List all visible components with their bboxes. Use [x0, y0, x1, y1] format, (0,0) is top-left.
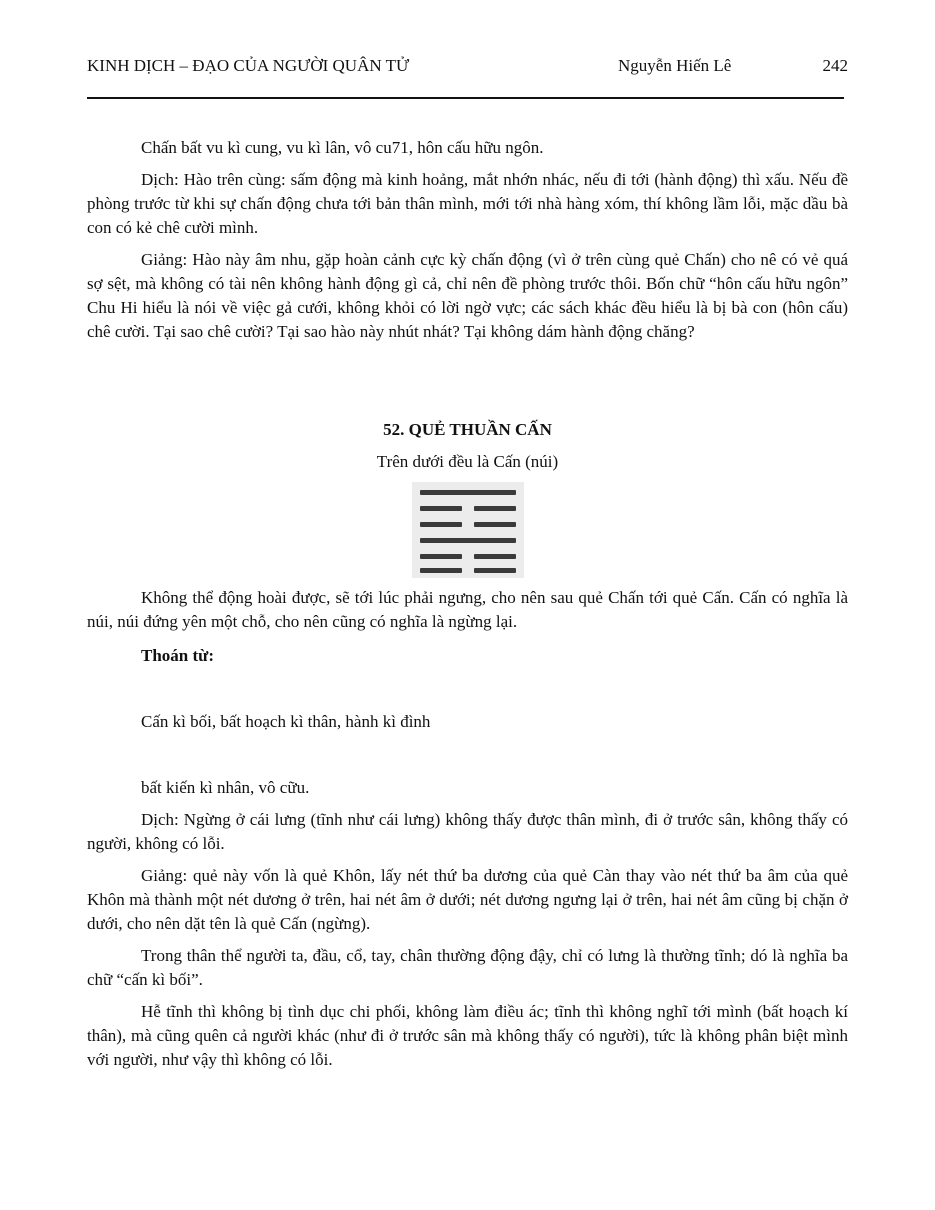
paragraph: Không thể động hoài được, sẽ tới lúc phải ngưng, cho nên sau quẻ Chấn tới quẻ Cấn. Cấn có nghĩa là núi, núi đứng yên một chỗ, cho nên cũng có nghĩa là ngừng lại. [87, 588, 848, 631]
hexagram-line-yang [420, 490, 516, 495]
hexagram-line-yang [420, 538, 516, 543]
paragraph: Trong thân thể người ta, đầu, cổ, tay, chân thường động đậy, chỉ có lưng là thường tĩnh; dó là nghĩa ba chữ “cấn kì bối”. [87, 946, 848, 989]
hexagram-line-yin-right [474, 554, 516, 559]
thoan-tu-label: Thoán từ: [141, 646, 215, 665]
author-name: Nguyễn Hiến Lê [618, 56, 732, 75]
paragraph: Giảng: quẻ này vốn là quẻ Khôn, lấy nét thứ ba dương của quẻ Càn thay vào nét thứ ba âm của quẻ Khôn mà thành một nét dương ở trên, hai nét âm ở dưới; nét dương ngưng lại ở trên, hai nét âm cũng bị chặn ở dưới, cho nên dặt tên là quẻ Cấn (ngừng). [87, 866, 848, 933]
page-body [87, 136, 848, 1072]
paragraph: Dịch: Ngừng ở cái lưng (tĩnh như cái lưng) không thấy được thân mình, đi ở trước sân, không thấy có người, không có lỗi. [87, 810, 848, 853]
verse-line: bất kiến kì nhân, vô cữu. [141, 778, 310, 797]
paragraph: Chấn bất vu kì cung, vu kì lân, vô cu71, hôn cấu hữu ngôn. [141, 138, 544, 157]
hexagram-line-yin-left [420, 568, 462, 573]
header-rule [87, 97, 844, 99]
hexagram-line-yin-right [474, 522, 516, 527]
section-heading: 52. QUẺ THUẦN CẤN [383, 420, 552, 439]
paragraph: Dịch: Hào trên cùng: sấm động mà kinh hoảng, mắt nhớn nhác, nếu đi tới (hành động) thì xấu. Nếu đề phòng trước từ khi sự chấn động chưa tới bản thân mình, mới tới nhà hàng xóm, thí không lầm lỗi, mặc dầu bà con có kẻ chê cười mình. [87, 170, 848, 237]
book-title: KINH DỊCH – ĐẠO CỦA NGƯỜI QUÂN TỬ [87, 56, 410, 75]
paragraph: Hễ tĩnh thì không bị tình dục chi phối, không làm điều ác; tĩnh thì không nghĩ tới mình (bất hoạch kí thân), mà cũng quên cả người khác (như đi ở trước sân mà không thấy có người), tức là không phân biệt mình với người, như vậy thì không có lỗi. [87, 1002, 848, 1069]
hexagram-line-yin-left [420, 506, 462, 511]
paragraph: Giảng: Hào này âm nhu, gặp hoàn cảnh cực kỳ chấn động (vì ở trên cùng quẻ Chấn) cho nê có vẻ quá sợ sệt, mà không có tài nên không hành động gì cả, chỉ nên đề phòng trước thôi. Bốn chữ “hôn cấu hữu ngôn” Chu Hi hiểu là nói về việc gả cưới, không khỏi có lời ngờ vực; các sách khác đều hiểu là bị bà con (hôn cấu) chê cười. Tại sao chê cười? Tại sao hào này nhút nhát? Tại không dám hành động chăng? [87, 250, 848, 341]
hexagram-line-yin-left [420, 522, 462, 527]
hexagram-line-yin-left [420, 554, 462, 559]
hexagram-can-icon [412, 482, 524, 578]
page-header [87, 56, 848, 82]
hexagram-line-yin-right [474, 568, 516, 573]
section-subtitle: Trên dưới đều là Cấn (núi) [376, 452, 559, 471]
hexagram-line-yin-right [474, 506, 516, 511]
page-number: 242 [822, 56, 848, 75]
verse-line: Cấn kì bối, bất hoạch kì thân, hành kì đình [141, 712, 431, 731]
